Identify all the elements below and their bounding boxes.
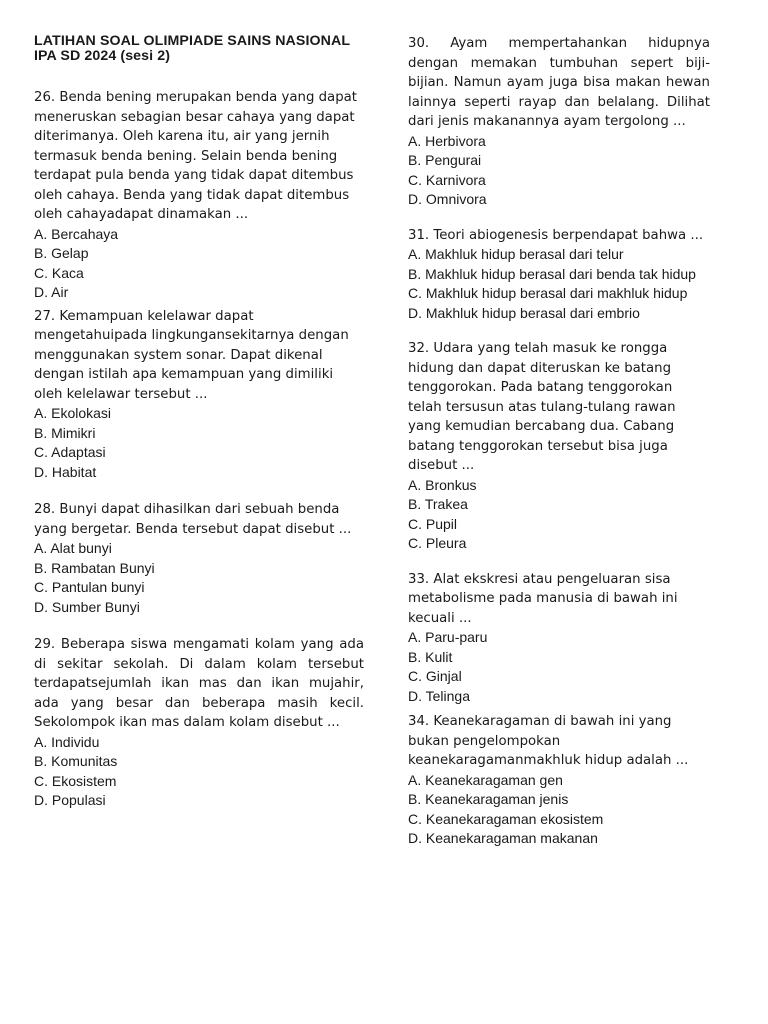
question-31-stem: 31. Teori abiogenesis berpendapat bahwa ... bbox=[408, 227, 704, 243]
question-31-option-b: B. Makhluk hidup berasal dari benda tak hidup bbox=[408, 265, 696, 282]
question-26-stem: 26. Benda bening merupakan benda yang dapat meneruskan sebagian besar cahaya yang dapat diterimanya. Oleh karena itu, air yang jernih termasuk benda bening. Selain benda bening terdapat pula benda yang tidak dapat ditembus oleh cahaya. Benda yang tidak dapat ditembus oleh cahayadapat dinamakan ... bbox=[34, 90, 358, 222]
right-column bbox=[408, 34, 710, 849]
question-34-option-c: C. Keanekaragaman ekosistem bbox=[408, 810, 604, 827]
question-29-option-a: A. Individu bbox=[34, 733, 100, 750]
question-27-options bbox=[34, 404, 364, 482]
question-33 bbox=[408, 570, 710, 707]
question-31-options bbox=[408, 245, 710, 323]
question-30-option-a: A. Herbivora bbox=[408, 132, 486, 149]
question-26-option-d: D. Air bbox=[34, 284, 69, 300]
question-26-options bbox=[34, 225, 364, 303]
question-27-option-b: B. Mimikri bbox=[34, 424, 96, 441]
question-28-option-d: D. Sumber Bunyi bbox=[34, 598, 140, 615]
question-29-option-b: B. Komunitas bbox=[34, 753, 118, 769]
question-26-option-c: C. Kaca bbox=[34, 264, 84, 281]
question-30-stem: 30. Ayam mempertahankan hidupnya dengan memakan tumbuhan sepert biji-bijian. Namun ayam juga bisa makan hewan lainnya seperti rayap dan belalang. Dilihat dari jenis makanannya ayam tergolong ... bbox=[408, 36, 710, 129]
question-34-stem: 34. Keanekaragaman di bawah ini yang bukan pengelompokan keanekaragamanmakhluk hidup adalah ... bbox=[408, 714, 689, 768]
question-33-option-b: B. Kulit bbox=[408, 648, 453, 665]
question-34-option-d: D. Keanekaragaman makanan bbox=[408, 830, 598, 846]
question-27-stem: 27. Kemampuan kelelawar dapat mengetahuipada lingkungansekitarnya dengan menggunakan system sonar. Dapat dikenal dengan istilah apa kemampuan yang dimiliki oleh kelelawar tersebut ... bbox=[34, 308, 349, 402]
question-33-option-c: C. Ginjal bbox=[408, 668, 462, 684]
question-33-stem: 33. Alat ekskresi atau pengeluaran sisa metabolisme pada manusia di bawah ini kecuali ... bbox=[408, 571, 678, 626]
question-30-option-b: B. Pengurai bbox=[408, 152, 482, 168]
question-27-option-d: D. Habitat bbox=[34, 463, 97, 480]
question-32-option-c: C. Pupil bbox=[408, 515, 458, 532]
question-31-option-d: D. Makhluk hidup berasal dari embrio bbox=[408, 304, 640, 321]
question-32 bbox=[408, 339, 710, 554]
title-line-1: LATIHAN SOAL OLIMPIADE SAINS NASIONAL bbox=[34, 33, 351, 49]
question-28-option-b: B. Rambatan Bunyi bbox=[34, 559, 155, 576]
question-31-option-c: C. Makhluk hidup berasal dari makhluk hidup bbox=[408, 285, 688, 301]
question-34-option-a: A. Keanekaragaman gen bbox=[408, 771, 563, 788]
question-27-option-a: A. Ekolokasi bbox=[34, 405, 112, 421]
question-33-options bbox=[408, 628, 710, 706]
question-34-option-b: B. Keanekaragaman jenis bbox=[408, 791, 569, 807]
question-32-option-a: A. Bronkus bbox=[408, 476, 477, 493]
question-32-options bbox=[408, 476, 710, 554]
question-29-option-d: D. Populasi bbox=[34, 792, 106, 808]
document-title bbox=[34, 34, 364, 64]
question-31 bbox=[408, 226, 710, 324]
question-28-option-c: C. Pantulan bunyi bbox=[34, 579, 145, 595]
title-line-2: IPA SD 2024 (sesi 2) bbox=[34, 48, 171, 64]
question-28 bbox=[34, 500, 364, 617]
question-27-option-c: C. Adaptasi bbox=[34, 444, 106, 460]
question-28-option-a: A. Alat bunyi bbox=[34, 540, 112, 556]
left-column bbox=[34, 34, 364, 811]
question-32-option-b: B. Trakea bbox=[408, 496, 468, 512]
question-34 bbox=[408, 712, 710, 849]
question-32-stem: 32. Udara yang telah masuk ke rongga hidung dan dapat diteruskan ke batang tenggorokan. Pada batang tenggorokan telah tersusun atas tulang-tulang rawan yang kemudian bercabang dua. Cabang batang tenggorokan tersebut bisa juga disebut ... bbox=[408, 341, 676, 473]
question-26 bbox=[34, 88, 364, 303]
question-26-option-b: B. Gelap bbox=[34, 245, 89, 261]
question-27 bbox=[34, 307, 364, 483]
question-32-option-d: C. Pleura bbox=[408, 535, 467, 551]
question-34-options bbox=[408, 771, 710, 849]
question-30-option-c: C. Karnivora bbox=[408, 171, 486, 188]
question-33-option-d: D. Telinga bbox=[408, 687, 471, 704]
question-29-stem: 29. Beberapa siswa mengamati kolam yang ada di sekitar sekolah. Di dalam kolam tersebut terdapatsejumlah ikan mas dan ikan mujahir, ada yang besar dan beberapa masih kecil. Sekolompok ikan mas dalam kolam disebut ... bbox=[34, 637, 364, 730]
question-31-option-a: A. Makhluk hidup berasal dari telur bbox=[408, 246, 624, 262]
question-28-options bbox=[34, 539, 364, 617]
question-28-stem: 28. Bunyi dapat dihasilkan dari sebuah benda yang bergetar. Benda tersebut dapat disebut ... bbox=[34, 502, 352, 537]
question-30 bbox=[408, 34, 710, 210]
question-26-option-a: A. Bercahaya bbox=[34, 225, 119, 242]
question-30-options bbox=[408, 132, 710, 210]
question-30-option-d: D. Omnivora bbox=[408, 191, 487, 207]
question-33-option-a: A. Paru-paru bbox=[408, 629, 488, 645]
question-29-option-c: C. Ekosistem bbox=[34, 772, 117, 789]
question-29-options bbox=[34, 733, 364, 811]
question-29 bbox=[34, 635, 364, 811]
